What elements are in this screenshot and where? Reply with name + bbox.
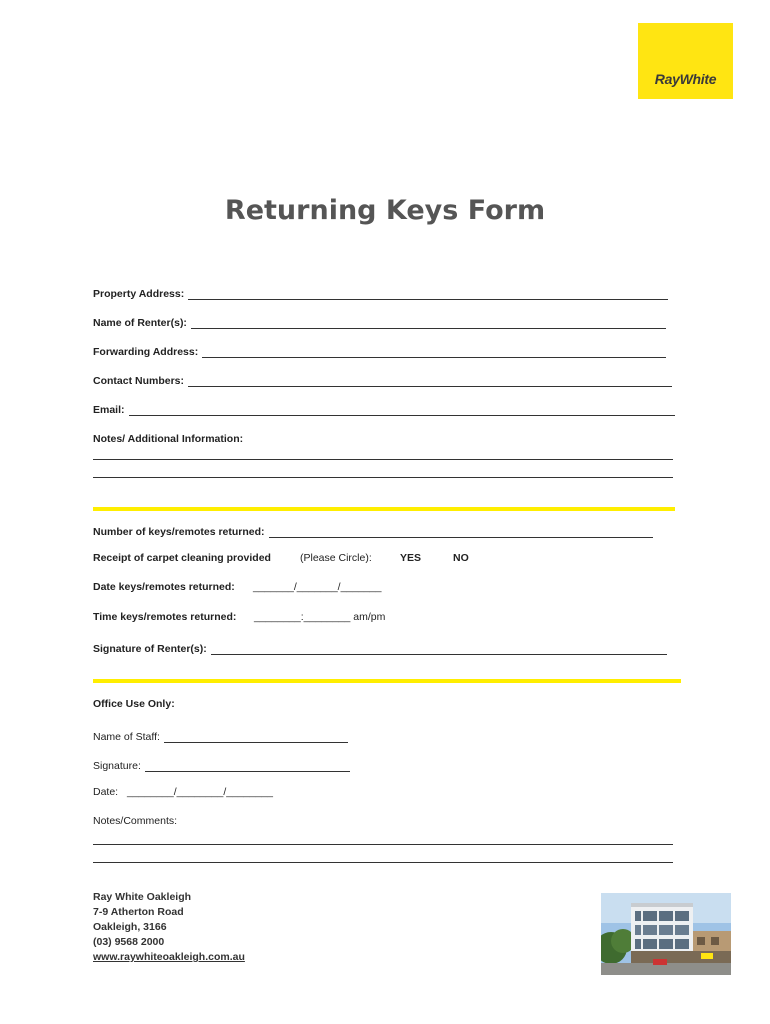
notes-label: Notes/ Additional Information: (93, 433, 244, 445)
office-date-label: Date: (93, 786, 119, 798)
renter-signature-field[interactable] (211, 642, 667, 655)
form-title: Returning Keys Form (224, 195, 546, 226)
office-use-heading: Office Use Only: (93, 698, 175, 710)
office-name: Ray White Oakleigh (93, 891, 192, 903)
contact-numbers-label: Contact Numbers: (93, 375, 185, 387)
office-notes-label: Notes/Comments: (93, 815, 178, 827)
notes-line-2[interactable] (93, 477, 673, 478)
num-keys-label: Number of keys/remotes returned: (93, 526, 265, 538)
time-returned-label: Time keys/remotes returned: (93, 611, 237, 623)
staff-name-field[interactable] (164, 730, 348, 743)
footer-address (93, 890, 245, 965)
please-circle-label: (Please Circle): (300, 552, 372, 564)
section-divider-2 (93, 679, 681, 683)
office-signature-field[interactable] (145, 759, 350, 772)
notes-line-1[interactable] (93, 459, 673, 460)
office-signature-label: Signature: (93, 760, 141, 772)
office-street: 7-9 Atherton Road (93, 906, 184, 918)
renter-name-field[interactable] (191, 316, 666, 329)
renter-name-row (93, 313, 666, 329)
property-address-field[interactable] (188, 287, 668, 300)
renter-name-label: Name of Renter(s): (93, 317, 187, 329)
email-field[interactable] (129, 403, 675, 416)
yes-option[interactable]: YES (400, 552, 422, 564)
office-notes-line-2[interactable] (93, 862, 673, 863)
office-phone: (03) 9568 2000 (93, 936, 165, 948)
forwarding-address-label: Forwarding Address: (93, 346, 199, 358)
section-divider-1 (93, 507, 675, 511)
email-label: Email: (93, 404, 125, 416)
ray-white-logo (638, 23, 733, 99)
office-suburb: Oakleigh, 3166 (93, 921, 167, 933)
office-building-photo (601, 893, 731, 975)
staff-name-row (93, 727, 348, 743)
notes-row (93, 429, 243, 445)
staff-name-label: Name of Staff: (93, 731, 160, 743)
property-address-row (93, 284, 668, 300)
carpet-receipt-label: Receipt of carpet cleaning provided (93, 552, 271, 564)
date-returned-label: Date keys/remotes returned: (93, 581, 235, 593)
date-returned-field[interactable]: _______/_______/_______ (253, 581, 382, 593)
num-keys-row (93, 522, 653, 538)
forwarding-address-field[interactable] (202, 345, 666, 358)
office-notes-line-1[interactable] (93, 844, 673, 845)
email-row (93, 400, 675, 416)
no-option[interactable]: NO (453, 552, 469, 564)
time-returned-field[interactable]: ________:________ am/pm (254, 611, 386, 623)
renter-signature-row (93, 639, 667, 655)
property-address-label: Property Address: (93, 288, 185, 300)
renter-signature-label: Signature of Renter(s): (93, 643, 207, 655)
office-website-link[interactable]: www.raywhiteoakleigh.com.au (93, 951, 245, 963)
office-signature-row (93, 756, 350, 772)
num-keys-field[interactable] (269, 525, 653, 538)
contact-numbers-field[interactable] (188, 374, 672, 387)
logo-text: RayWhite (654, 71, 717, 87)
office-date-field[interactable]: ________/________/________ (127, 786, 273, 798)
contact-numbers-row (93, 371, 672, 387)
forwarding-address-row (93, 342, 666, 358)
